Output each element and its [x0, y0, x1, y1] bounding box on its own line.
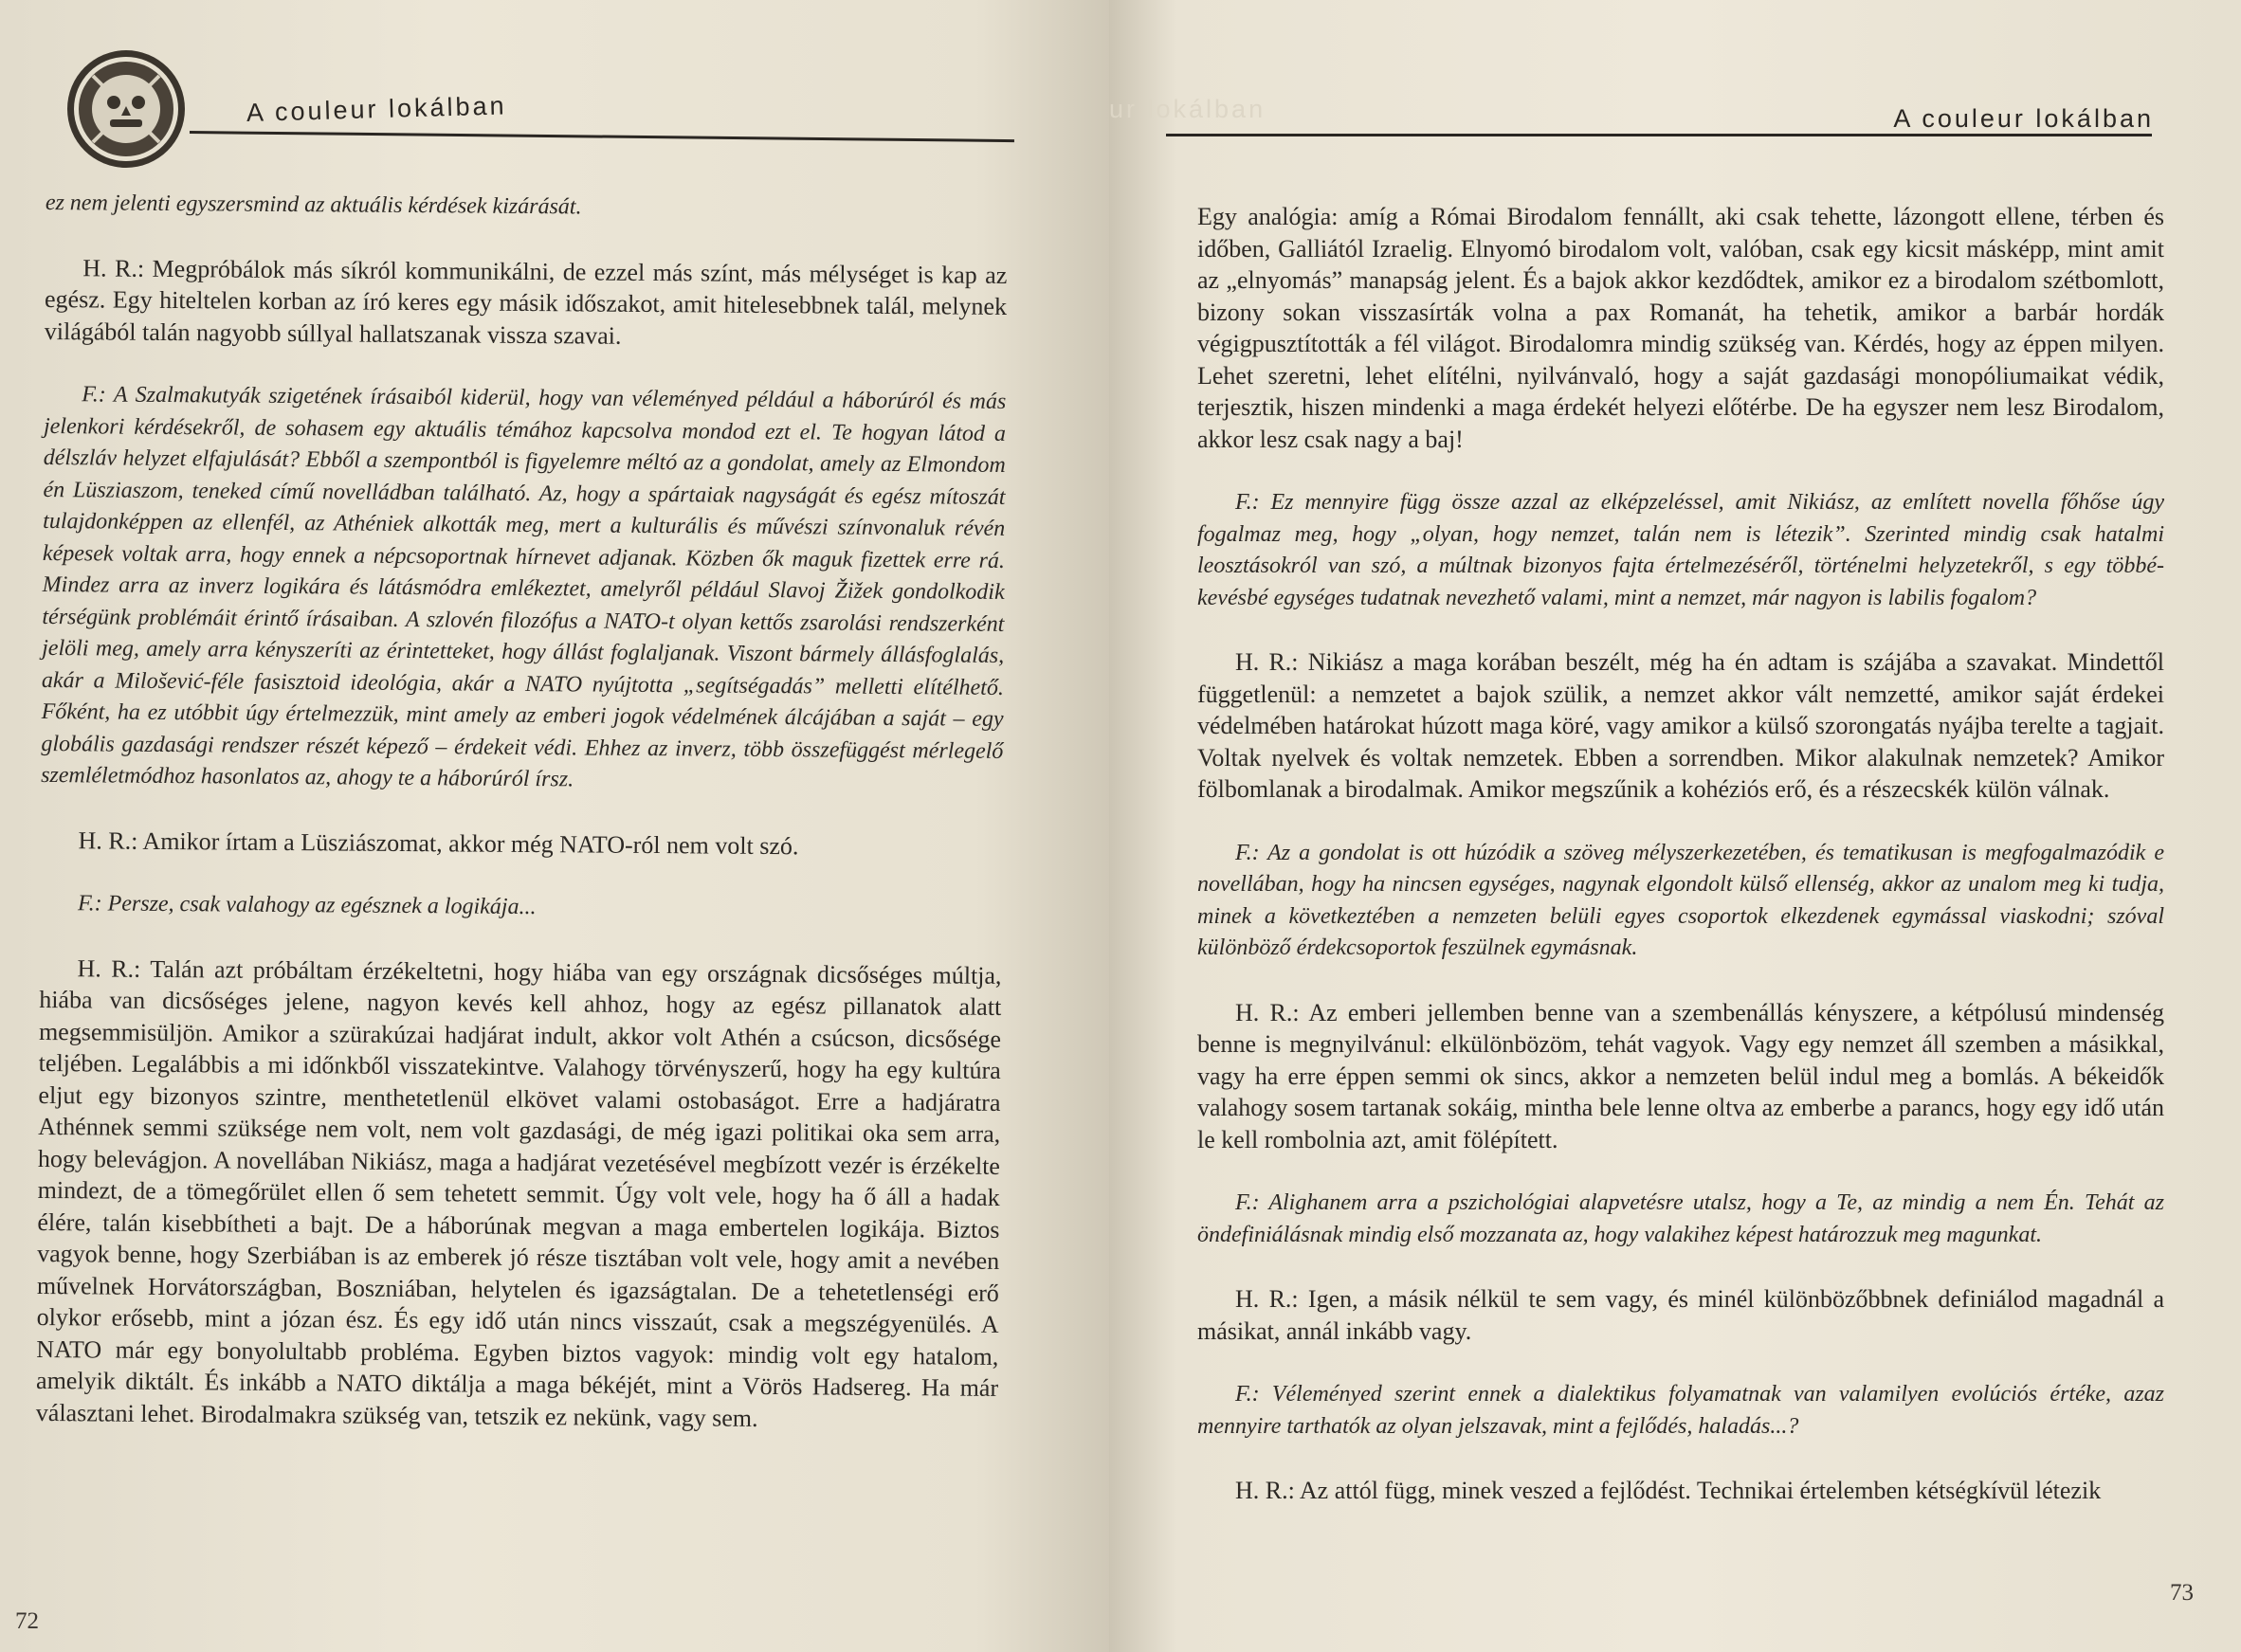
right-body-text	[1197, 201, 2164, 1539]
header-rule	[1166, 134, 2152, 136]
paragraph: F.: Ez mennyire függ össze azzal az elképzeléssel, amit Nikiász, az említett novella főhőse úgy fogalmaz meg, hogy „olyan, hogy nemzet, talán nem is létezik”. Szerinted mindig csak hatalmi leosztásokról van szó, a múltnak bizonyos fajta értelmezéséről, történelmi helyzetekről, s egy többé-kevésbé egységes tudatnak nevezhető valami, mint a nemzet, már nagyon is labilis fogalom?	[1197, 490, 2164, 610]
left-body-text	[35, 188, 1008, 1468]
right-page	[1109, 0, 2241, 1652]
paragraph: F.: Alighanem arra a pszichológiai alapvetésre utalsz, hogy a Te, az mindig a nem Én. Tehát az öndefiniálásnak mindig első mozzanata az, hogy valakihez képest határozzuk meg magunkat.	[1197, 1190, 2164, 1247]
paragraph: H. R.: Az emberi jellemben benne van a szembenállás kényszere, a kétpólusú mindenség benne is megnyilvánul: elkülönbözöm, tehát vagyok. Vagy egy nemzet áll szemben a másikkal, vagy ha erre éppen semmi ok sincs, akkor a nemzeten belül indul meg a bomlás. A békeidők valahogy sosem tartanak sokáig, mintha bele lenne oltva az emberbe a parancs, hogy egy idő után le kell rombolnia azt, amit fölépített.	[1197, 998, 2164, 1153]
paragraph: H. R.: Az attól függ, minek veszed a fejlődést. Technikai értelemben kétségkívül létezik	[1235, 1477, 2102, 1504]
header-rule	[190, 131, 1014, 142]
left-page	[0, 0, 1109, 1652]
paragraph: H. R.: Amikor írtam a Lüsziászomat, akkor még NATO-ról nem volt szó.	[78, 826, 799, 860]
bleed-through-header: ur lokálban	[1109, 95, 1266, 123]
paragraph: H. R.: Igen, a másik nélkül te sem vagy, és minél különbözőbbnek definiálod magadnál a másikat, annál inkább vagy.	[1197, 1285, 2164, 1345]
paragraph: F.: Véleményed szerint ennek a dialektikus folyamatnak van valamilyen evolúciós értéke, azaz mennyire tarthatók az olyan jelszavak, mint a fejlődés, haladás...?	[1197, 1382, 2164, 1439]
paragraph: H. R.: Talán azt próbáltam érzékeltetni, hogy hiába van egy országnak dicsőséges múltja, hiába van dicsőséges jelene, nagyon kevés kell ahhoz, hogy az egész pillanatok alatt megsemmisüljön. Amikor a szürakúzai hadjárat indult, akkor volt Athén a csúcson, dicsősége teljében. Legalábbis a mi időnkből visszatekintve. Valahogy törvényszerű, hogy ha egy kultúra eljut egy bizonyos szintre, menthetetlenül elkövet valami ostobaságot. Erre a hadjáratra Athénnek semmi szüksége nem volt, nem volt gazdasági, de még igazi politikai oka sem arra, hogy belevágjon. A novellában Nikiász, maga a hadjárat vezetésével megbízott vezér is érzékelte mindezt, de a tömegőrület ellen ő sem tehetett semmit. Úgy volt vele, hogy ha ő áll a hadak élére, talán kisebbítheti a bajt. De a háborúnak megvan a maga embertelen logikája. Biztos vagyok benne, hogy Szerbiában is az emberek jó része tisztában volt vele, hogy amit a nevében művelnek Horvátországban, Boszniában, helytelen és igazságtalan. De a tehetetlenségi erő olykor erősebb, mint a józan ész. És egy idő után nincs visszaút, csak a megszégyenülés. A NATO már egy bonyolultabb probléma. Egyben biztos vagyok: mindig volt egy hatalom, amelyik diktált. És inkább a NATO diktálja a maga békéjét, mint a Vörös Hadsereg. Ha már választani lehet. Birodalmakra szükség van, tetszik ez nekünk, vagy sem.	[35, 953, 1002, 1432]
page-number: 72	[15, 1608, 39, 1634]
paragraph: F.: A Szalmakutyák szigetének írásaiból kiderül, hogy van véleményed például a háborúról és más jelenkori kérdésekről, de sohasem egy aktuális témához kapcsolva mondod ezt el. Te hogyan látod a délszláv helyzet elfajulását? Ebből a szempontból is figyelemre méltó az a gondolat, amely az Elmondom én Lüsziaszom, teneked című novelládban található. Az, hogy a spártaiak nagyságát és egész mítoszát tulajdonképpen az ellenfél, az Athéniek alkották meg, mert a kulturális és művészi színvonaluk révén képesek voltak arra, hogy ennek a népcsoportnak hírnevet adjanak. Közben ők maguk fizettek erre rá. Mindez arra az inverz logikára és látásmódra emlékeztet, amelyről például Slavoj Žižek gondolkodik térségünk problémáit érintő írásaiban. A szlovén filozófus a NATO-t olyan kettős zsarolási rendszerként jelöli meg, amely arra kényszeríti az érintetteket, hogy állást foglaljanak. Viszont bármely állásfoglalás, akár a Milošević-féle fasisztoid ideológia, akár a NATO nyújtotta „segítségadás” melletti elítélhető. Főként, ha ez utóbbit úgy értelmezzük, mint amely az emberi jogok védelmének álcájában a saját – egy globális gazdasági rendszer részét képező – érdekeit védi. Ehhez az inverz, több összefüggést mérlegelő szemléletmódhoz hasonlatos az, ahogy te a háborúról írsz.	[41, 382, 1007, 792]
paragraph: F.: Az a gondolat is ott húzódik a szöveg mélyszerkezetében, és tematikusan is megfogalmazódik e novellában, hogy ha nincsen egységes, nagynak elgondolt külső ellenség, akkor az unalom meg ki tudja, minek a következtében a nemzeten belüli egyes csoportok elkezdenek egymással viaskodni; szóval különböző érdekcsoportok feszülnek egymásnak.	[1197, 840, 2164, 960]
running-header: A couleur lokálban	[246, 91, 507, 127]
paragraph: H. R.: Megpróbálok más síkról kommunikálni, de ezzel más színt, más mélységet is kap az egész. Egy hiteltelen korban az író keres egy másik időszakot, amit hitelesebbnek talál, melynek világából talán nagyobb súllyal hallatszanak vissza szavai.	[44, 253, 1008, 350]
emblem-logo-icon	[64, 47, 188, 171]
paragraph: F.: Persze, csak valahogy az egésznek a logikája...	[77, 891, 537, 920]
paragraph: ez nem jelenti egyszersmind az aktuális kérdések kizárását.	[45, 190, 582, 220]
paragraph: H. R.: Nikiász a maga korában beszélt, még ha én adtam is szájába a szavakat. Mindettől függetlenül: a nemzetet a bajok szülik, a nemzet akkor vált nemzetté, amikor saját érdekei védelmében határokat húzott maga köré, vagy amikor a külső szorongatás nyájba terelte a tagjait. Voltak nyelvek és voltak nemzetek. Ebben a sorrendben. Mikor alakulnak nemzetek? Amikor fölbomlanak a birodalmak. Amikor megszűnik a kohéziós erő, és a részecskék külön válnak.	[1197, 648, 2164, 803]
running-header: A couleur lokálban	[1893, 104, 2154, 133]
page-number: 73	[2170, 1580, 2194, 1606]
paragraph: Egy analógia: amíg a Római Birodalom fennállt, aki csak tehette, lázongott ellene, térben és időben, Galliától Izraelig. Elnyomó birodalom volt, valóban, csak egy kicsit másképp, mint amit az „elnyomás” manapság jelent. És a bajok akkor kezdődtek, amikor ez a birodalom szétbomlott, bizony sokan visszasírták volna a pax Romanát, ha tehetik, amikor a barbár hordák végigpusztították a fél világot. Birodalomra mindig szükség van. Kérdés, hogy az éppen milyen. Lehet szeretni, lehet elítélni, nyilvánvaló, hogy a saját gazdasági monopóliumaikat védik, terjesztik, hiszen mindenki a maga érdekét helyezi előtérbe. De ha egyszer nem lesz Birodalom, akkor lesz csak nagy a baj!	[1197, 203, 2164, 453]
